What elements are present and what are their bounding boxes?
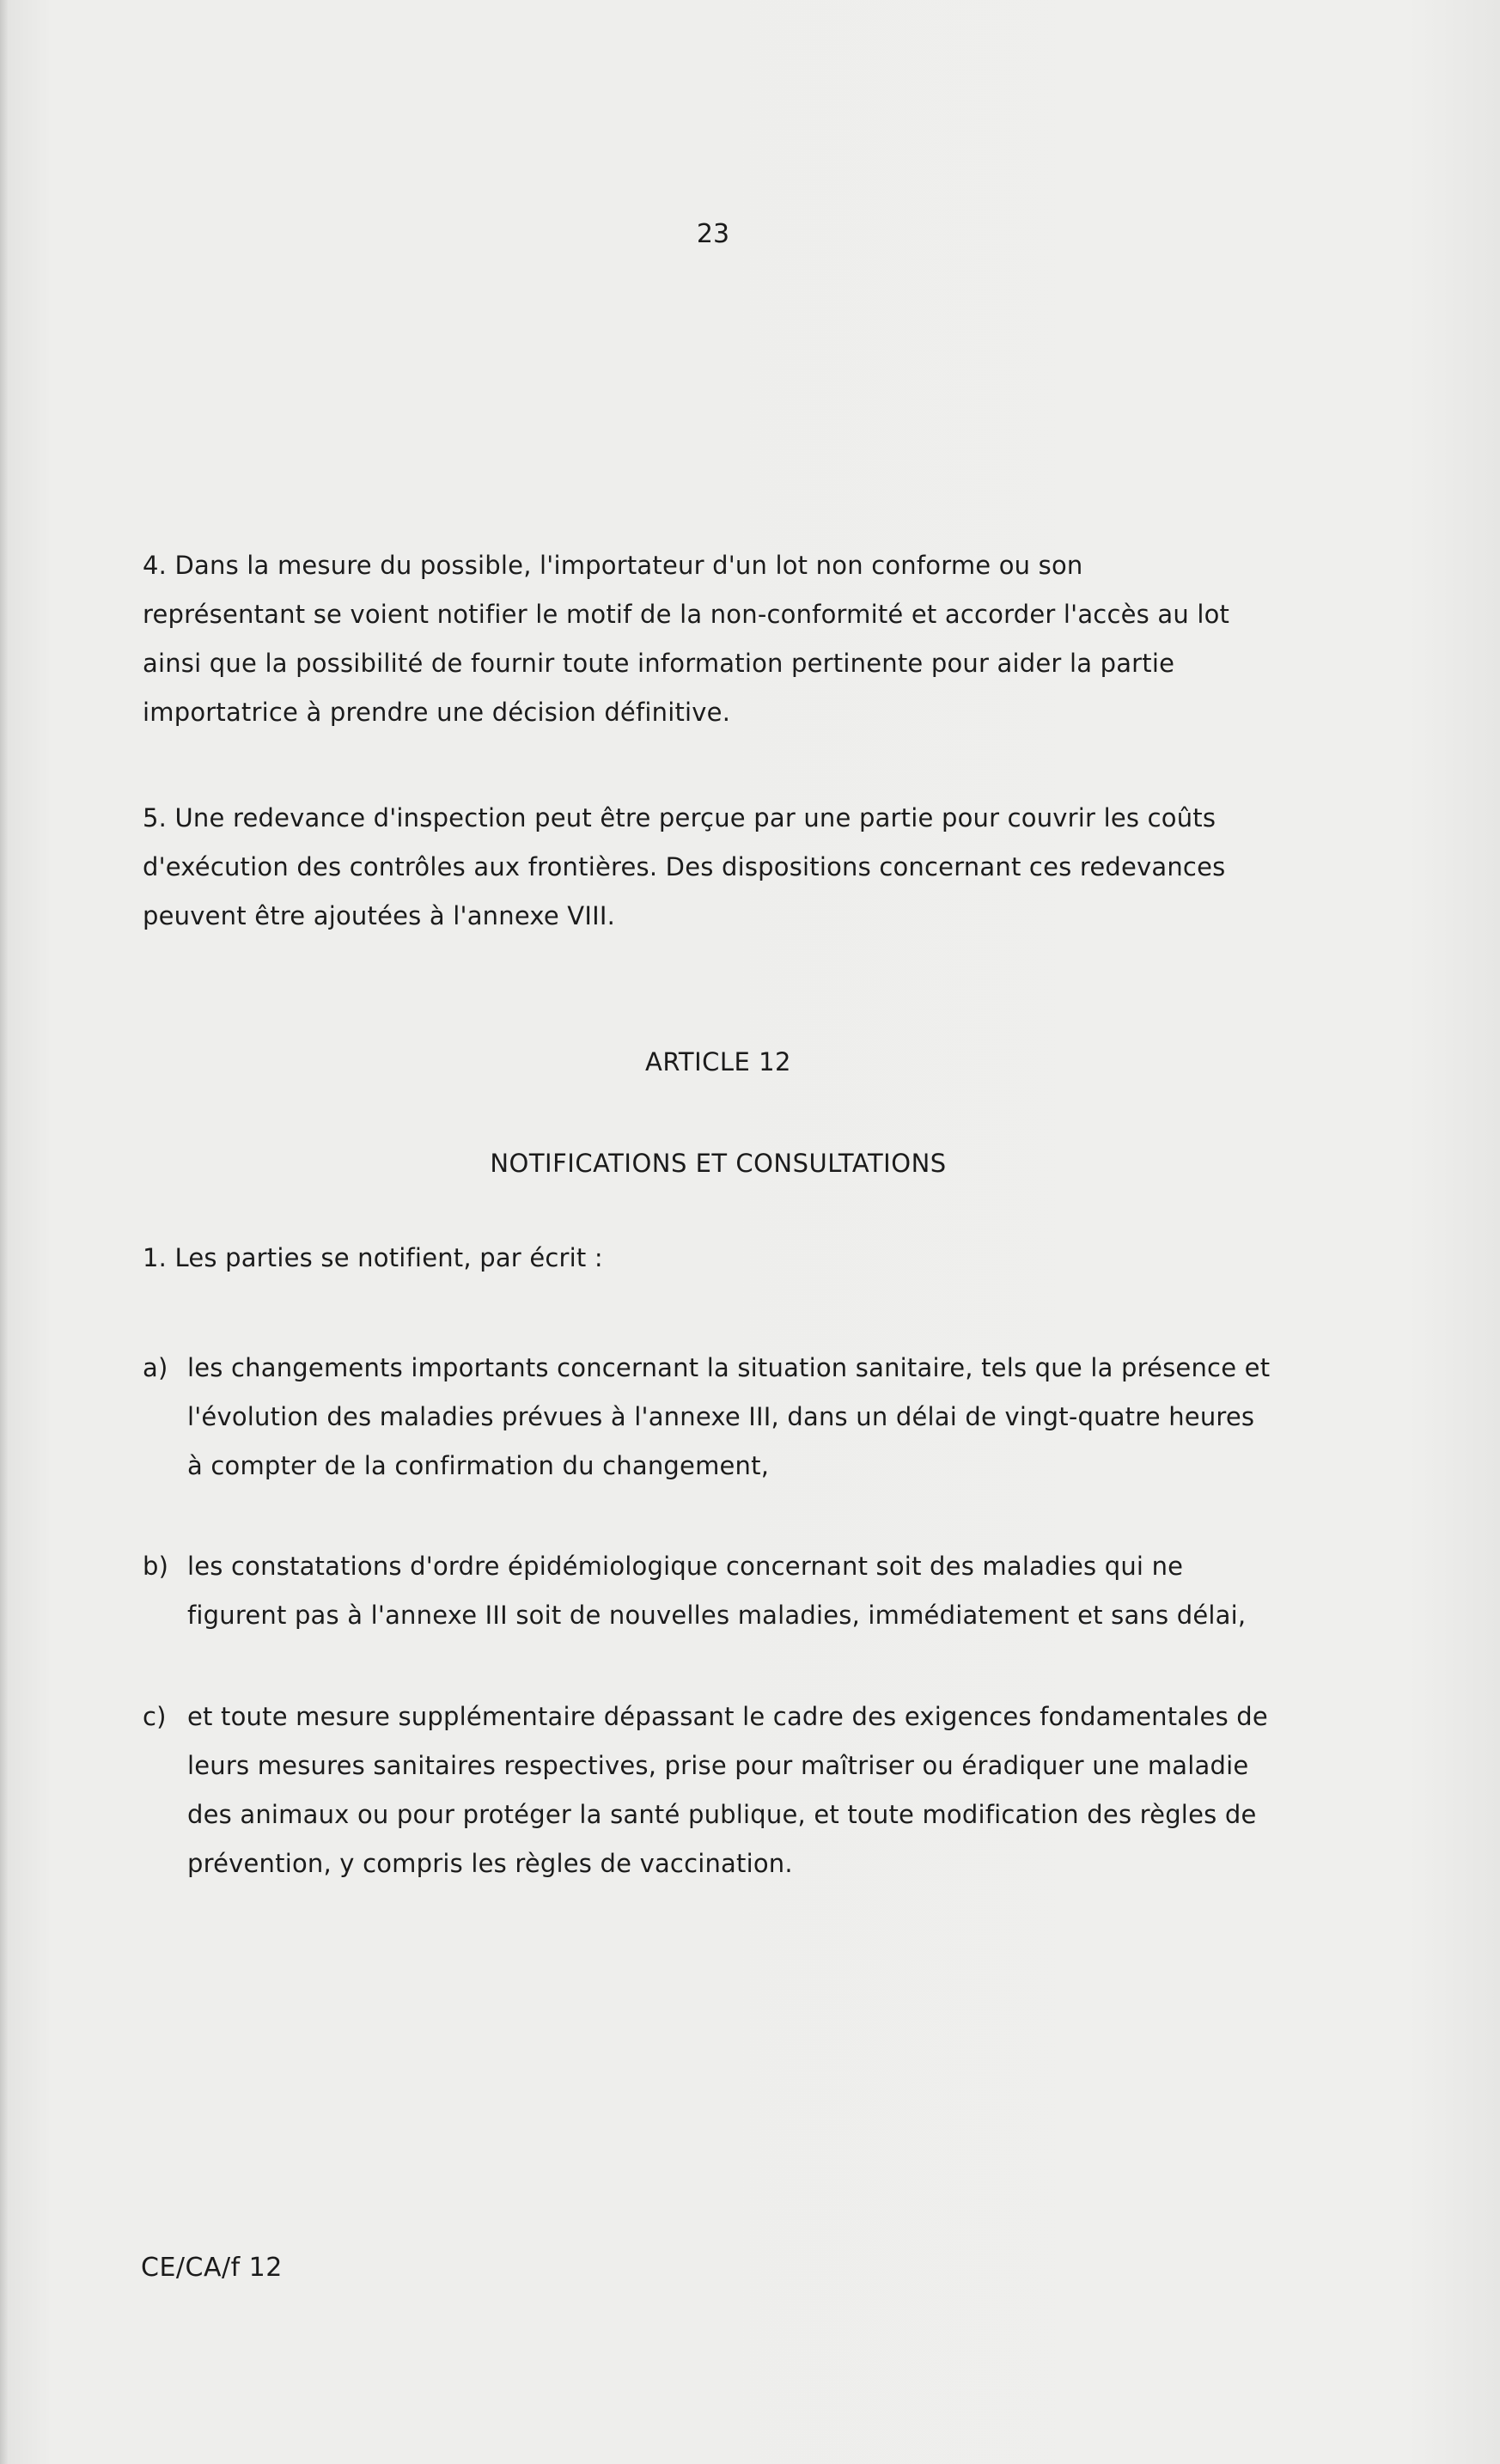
paragraph-5: [143, 794, 1294, 941]
paragraph-5-line: d'exécution des contrôles aux frontières. Des dispositions concernant ces redevances: [143, 852, 1226, 881]
item-c-line: et toute mesure supplémentaire dépassant le cadre des exigences fondamentales de: [187, 1702, 1268, 1731]
item-c-line: leurs mesures sanitaires respectives, prise pour maîtriser ou éradiquer une maladie: [187, 1751, 1249, 1780]
item-c-line: prévention, y compris les règles de vaccination.: [187, 1849, 793, 1878]
item-b: [143, 1542, 1294, 1640]
item-c-line: des animaux ou pour protéger la santé publique, et toute modification des règles de: [187, 1800, 1257, 1829]
item-b-line: les constatations d'ordre épidémiologique concernant soit des maladies qui ne: [187, 1552, 1184, 1581]
item-a: [143, 1344, 1294, 1491]
paragraph-4: [143, 541, 1294, 737]
page-edge-shadow: [0, 0, 9, 2464]
item-a-line: à compter de la confirmation du changement,: [187, 1451, 770, 1480]
item-b-line: figurent pas à l'annexe III soit de nouvelles maladies, immédiatement et sans délai,: [187, 1601, 1247, 1630]
paragraph-4-line: représentant se voient notifier le motif de la non-conformité et accorder l'accès au lot: [143, 600, 1230, 629]
item-1: 1. Les parties se notifient, par écrit :: [143, 1243, 603, 1272]
item-a-label: a): [143, 1353, 168, 1382]
paragraph-4-line: ainsi que la possibilité de fournir toute information pertinente pour aider la partie: [143, 649, 1175, 678]
item-b-label: b): [143, 1552, 169, 1581]
article-heading: ARTICLE 12: [645, 1047, 791, 1076]
item-a-line: les changements importants concernant la situation sanitaire, tels que la présence et: [187, 1353, 1271, 1382]
document-reference-code: CE/CA/f 12: [141, 2253, 283, 2283]
item-c-label: c): [143, 1702, 167, 1731]
paragraph-5-line: peuvent être ajoutées à l'annexe VIII.: [143, 901, 616, 930]
paragraph-5-line: 5. Une redevance d'inspection peut être perçue par une partie pour couvrir les coûts: [143, 803, 1216, 833]
item-a-line: l'évolution des maladies prévues à l'annexe III, dans un délai de vingt-quatre heures: [187, 1402, 1255, 1431]
article-title: NOTIFICATIONS ET CONSULTATIONS: [490, 1149, 947, 1178]
item-c: [143, 1692, 1294, 1888]
paragraph-4-line: 4. Dans la mesure du possible, l'importateur d'un lot non conforme ou son: [143, 551, 1083, 580]
page-number: 23: [696, 219, 730, 249]
paragraph-4-line: importatrice à prendre une décision définitive.: [143, 698, 731, 727]
